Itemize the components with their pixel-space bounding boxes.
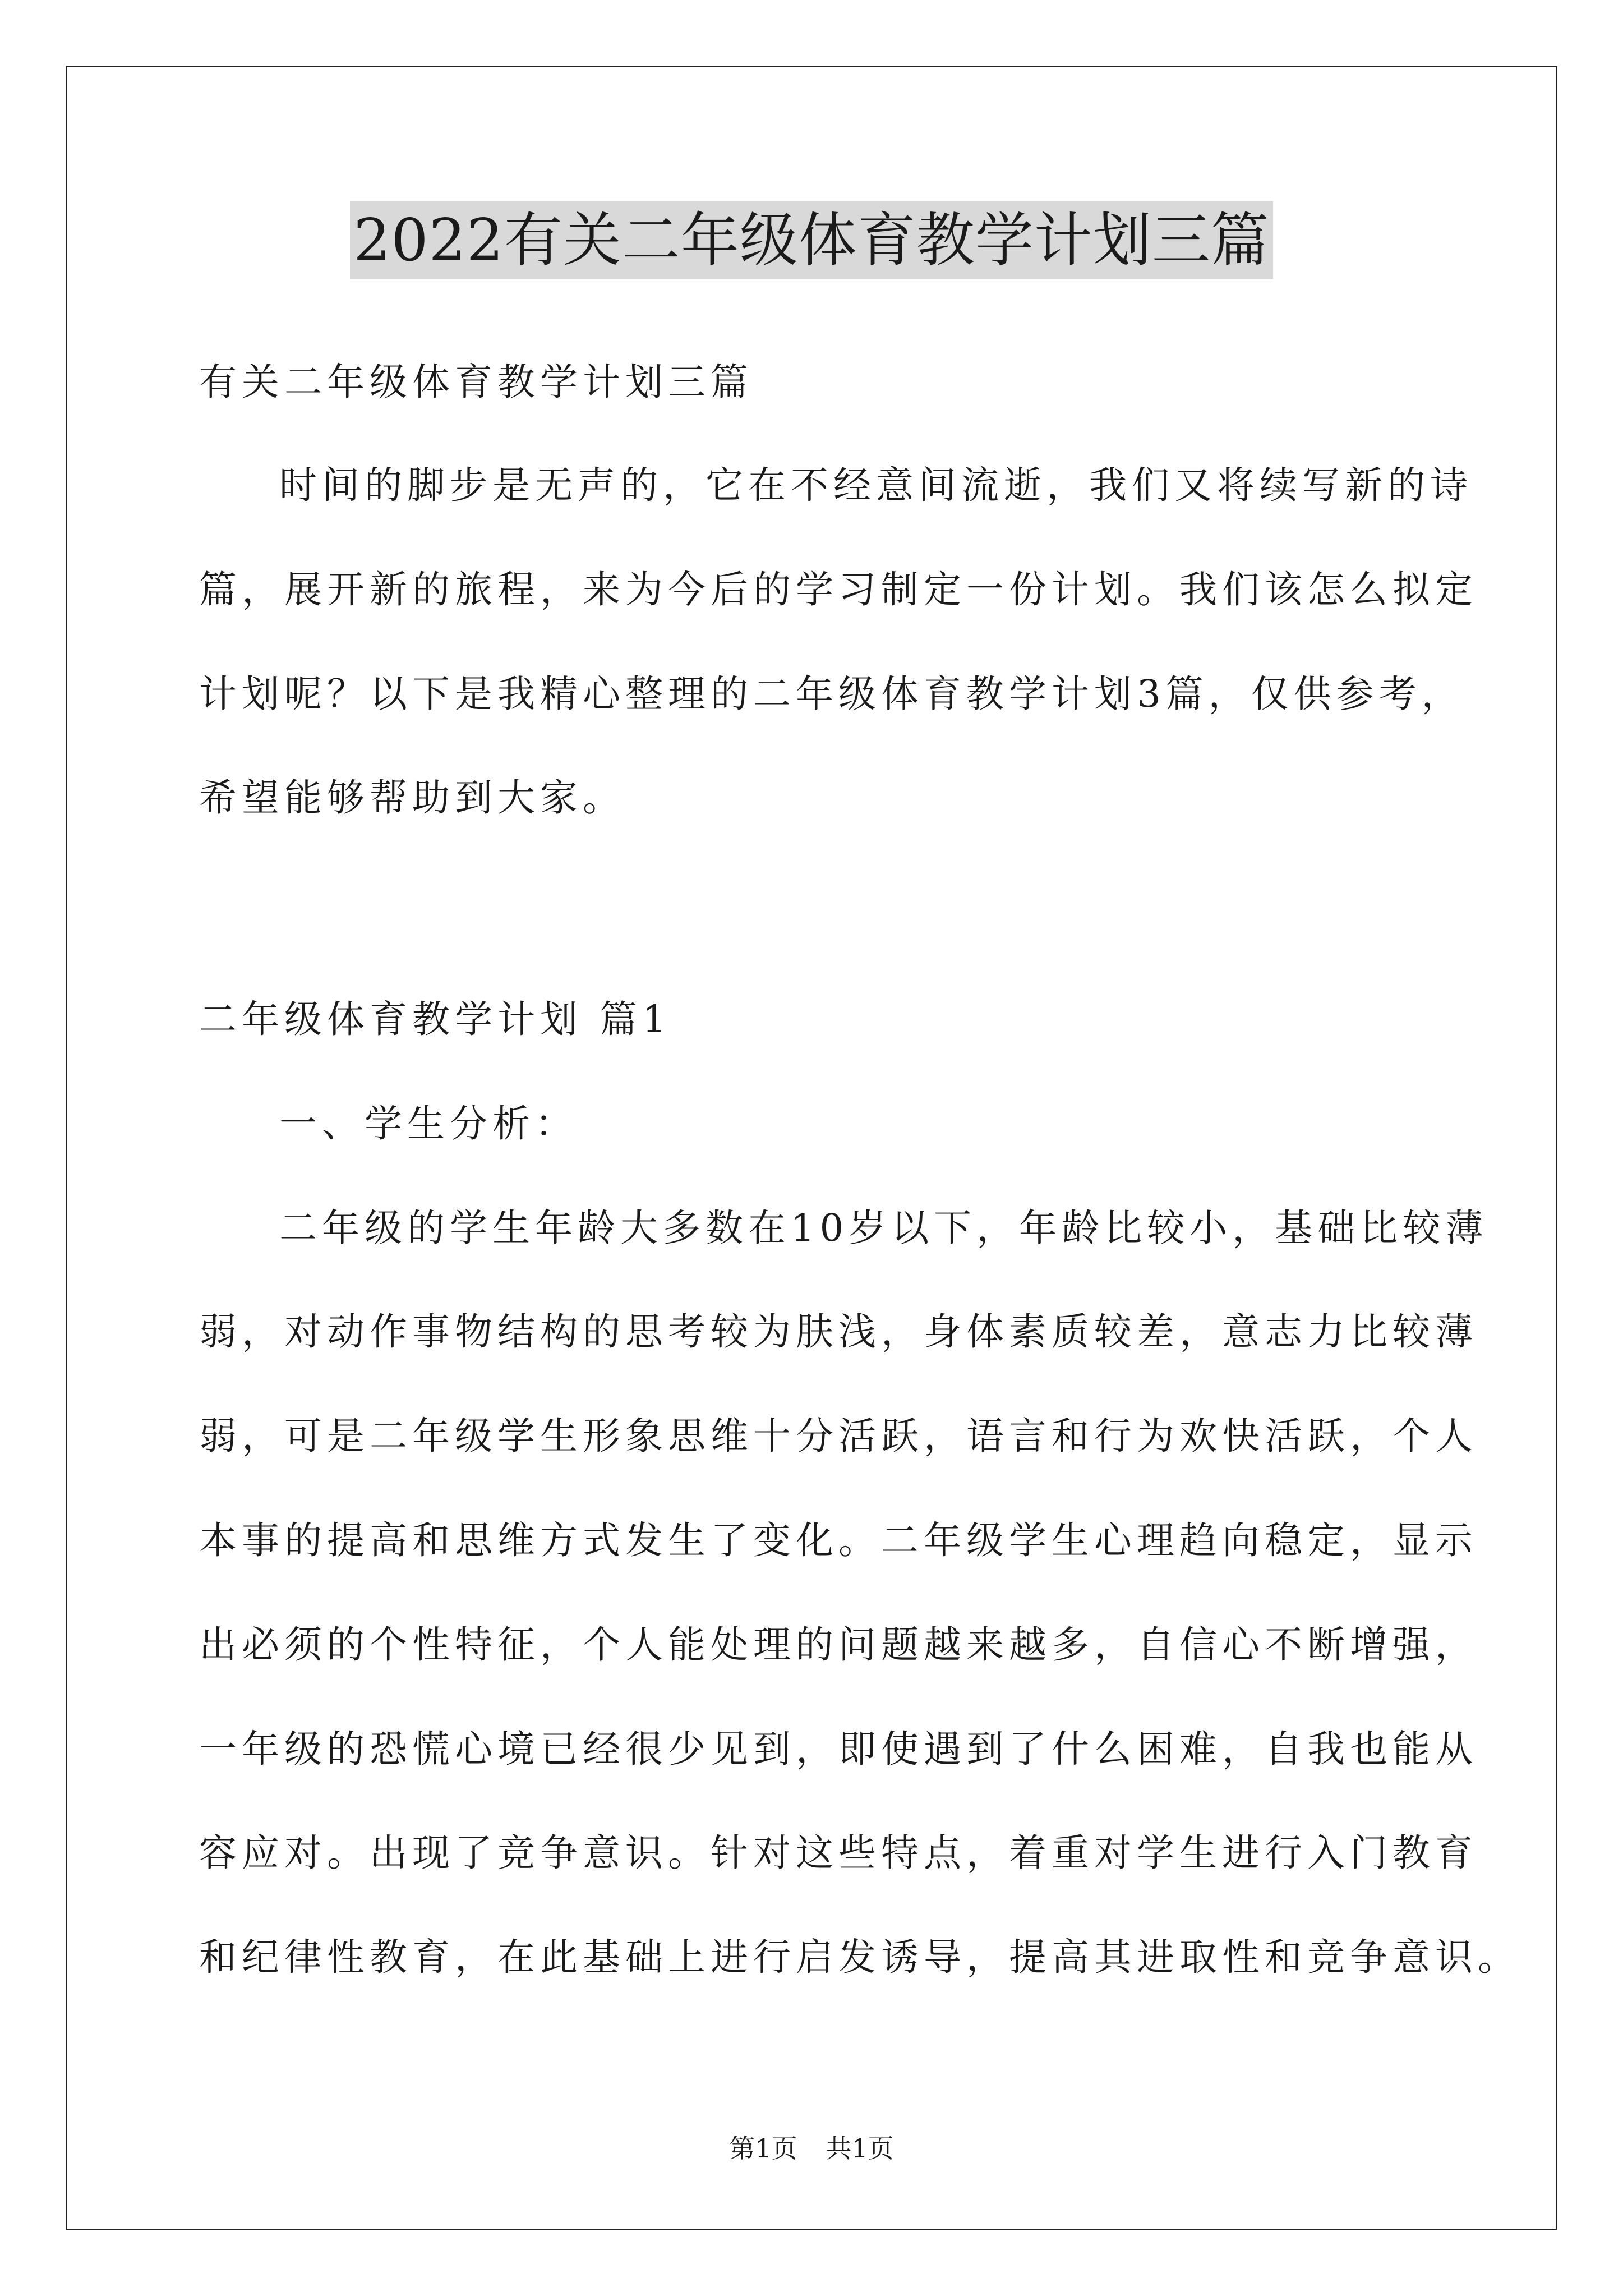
body-line-1: 二年级的学生年龄大多数在10岁以下，年龄比较小，基础比较薄 — [279, 1206, 1488, 1250]
subsection-heading: 一、学生分析： — [279, 1102, 578, 1145]
intro-line-4: 希望能够帮助到大家。 — [199, 776, 625, 820]
document-title: 2022有关二年级体育教学计划三篇 — [350, 201, 1273, 279]
intro-line-3: 计划呢？以下是我精心整理的二年级体育教学计划3篇，仅供参考， — [199, 672, 1464, 716]
body-line-3: 弱，可是二年级学生形象思维十分活跃，语言和行为欢快活跃，个人 — [199, 1414, 1478, 1458]
body-line-6: 一年级的恐慌心境已经很少见到，即使遇到了什么困难，自我也能从 — [199, 1727, 1478, 1771]
body-line-2: 弱，对动作事物结构的思考较为肤浅，身体素质较差，意志力比较薄 — [199, 1310, 1478, 1354]
page-footer — [0, 2132, 1623, 2165]
body-line-7: 容应对。出现了竞争意识。针对这些特点，着重对学生进行入门教育 — [199, 1831, 1478, 1875]
body-line-8: 和纪律性教育，在此基础上进行启发诱导，提高其进取性和竞争意识。 — [199, 1935, 1520, 1979]
document-subtitle: 有关二年级体育教学计划三篇 — [199, 360, 753, 404]
section-heading: 二年级体育教学计划 篇1 — [199, 997, 671, 1041]
intro-line-2: 篇，展开新的旅程，来为今后的学习制定一份计划。我们该怎么拟定 — [199, 568, 1478, 611]
page-total: 共1页 — [826, 2133, 894, 2164]
body-line-4: 本事的提高和思维方式发生了变化。二年级学生心理趋向稳定，显示 — [199, 1519, 1478, 1562]
page-number: 第1页 — [729, 2133, 797, 2164]
intro-line-1: 时间的脚步是无声的，它在不经意间流逝，我们又将续写新的诗 — [279, 463, 1473, 507]
body-line-5: 出必须的个性特征，个人能处理的问题越来越多，自信心不断增强， — [199, 1623, 1478, 1667]
title-container — [0, 201, 1623, 279]
